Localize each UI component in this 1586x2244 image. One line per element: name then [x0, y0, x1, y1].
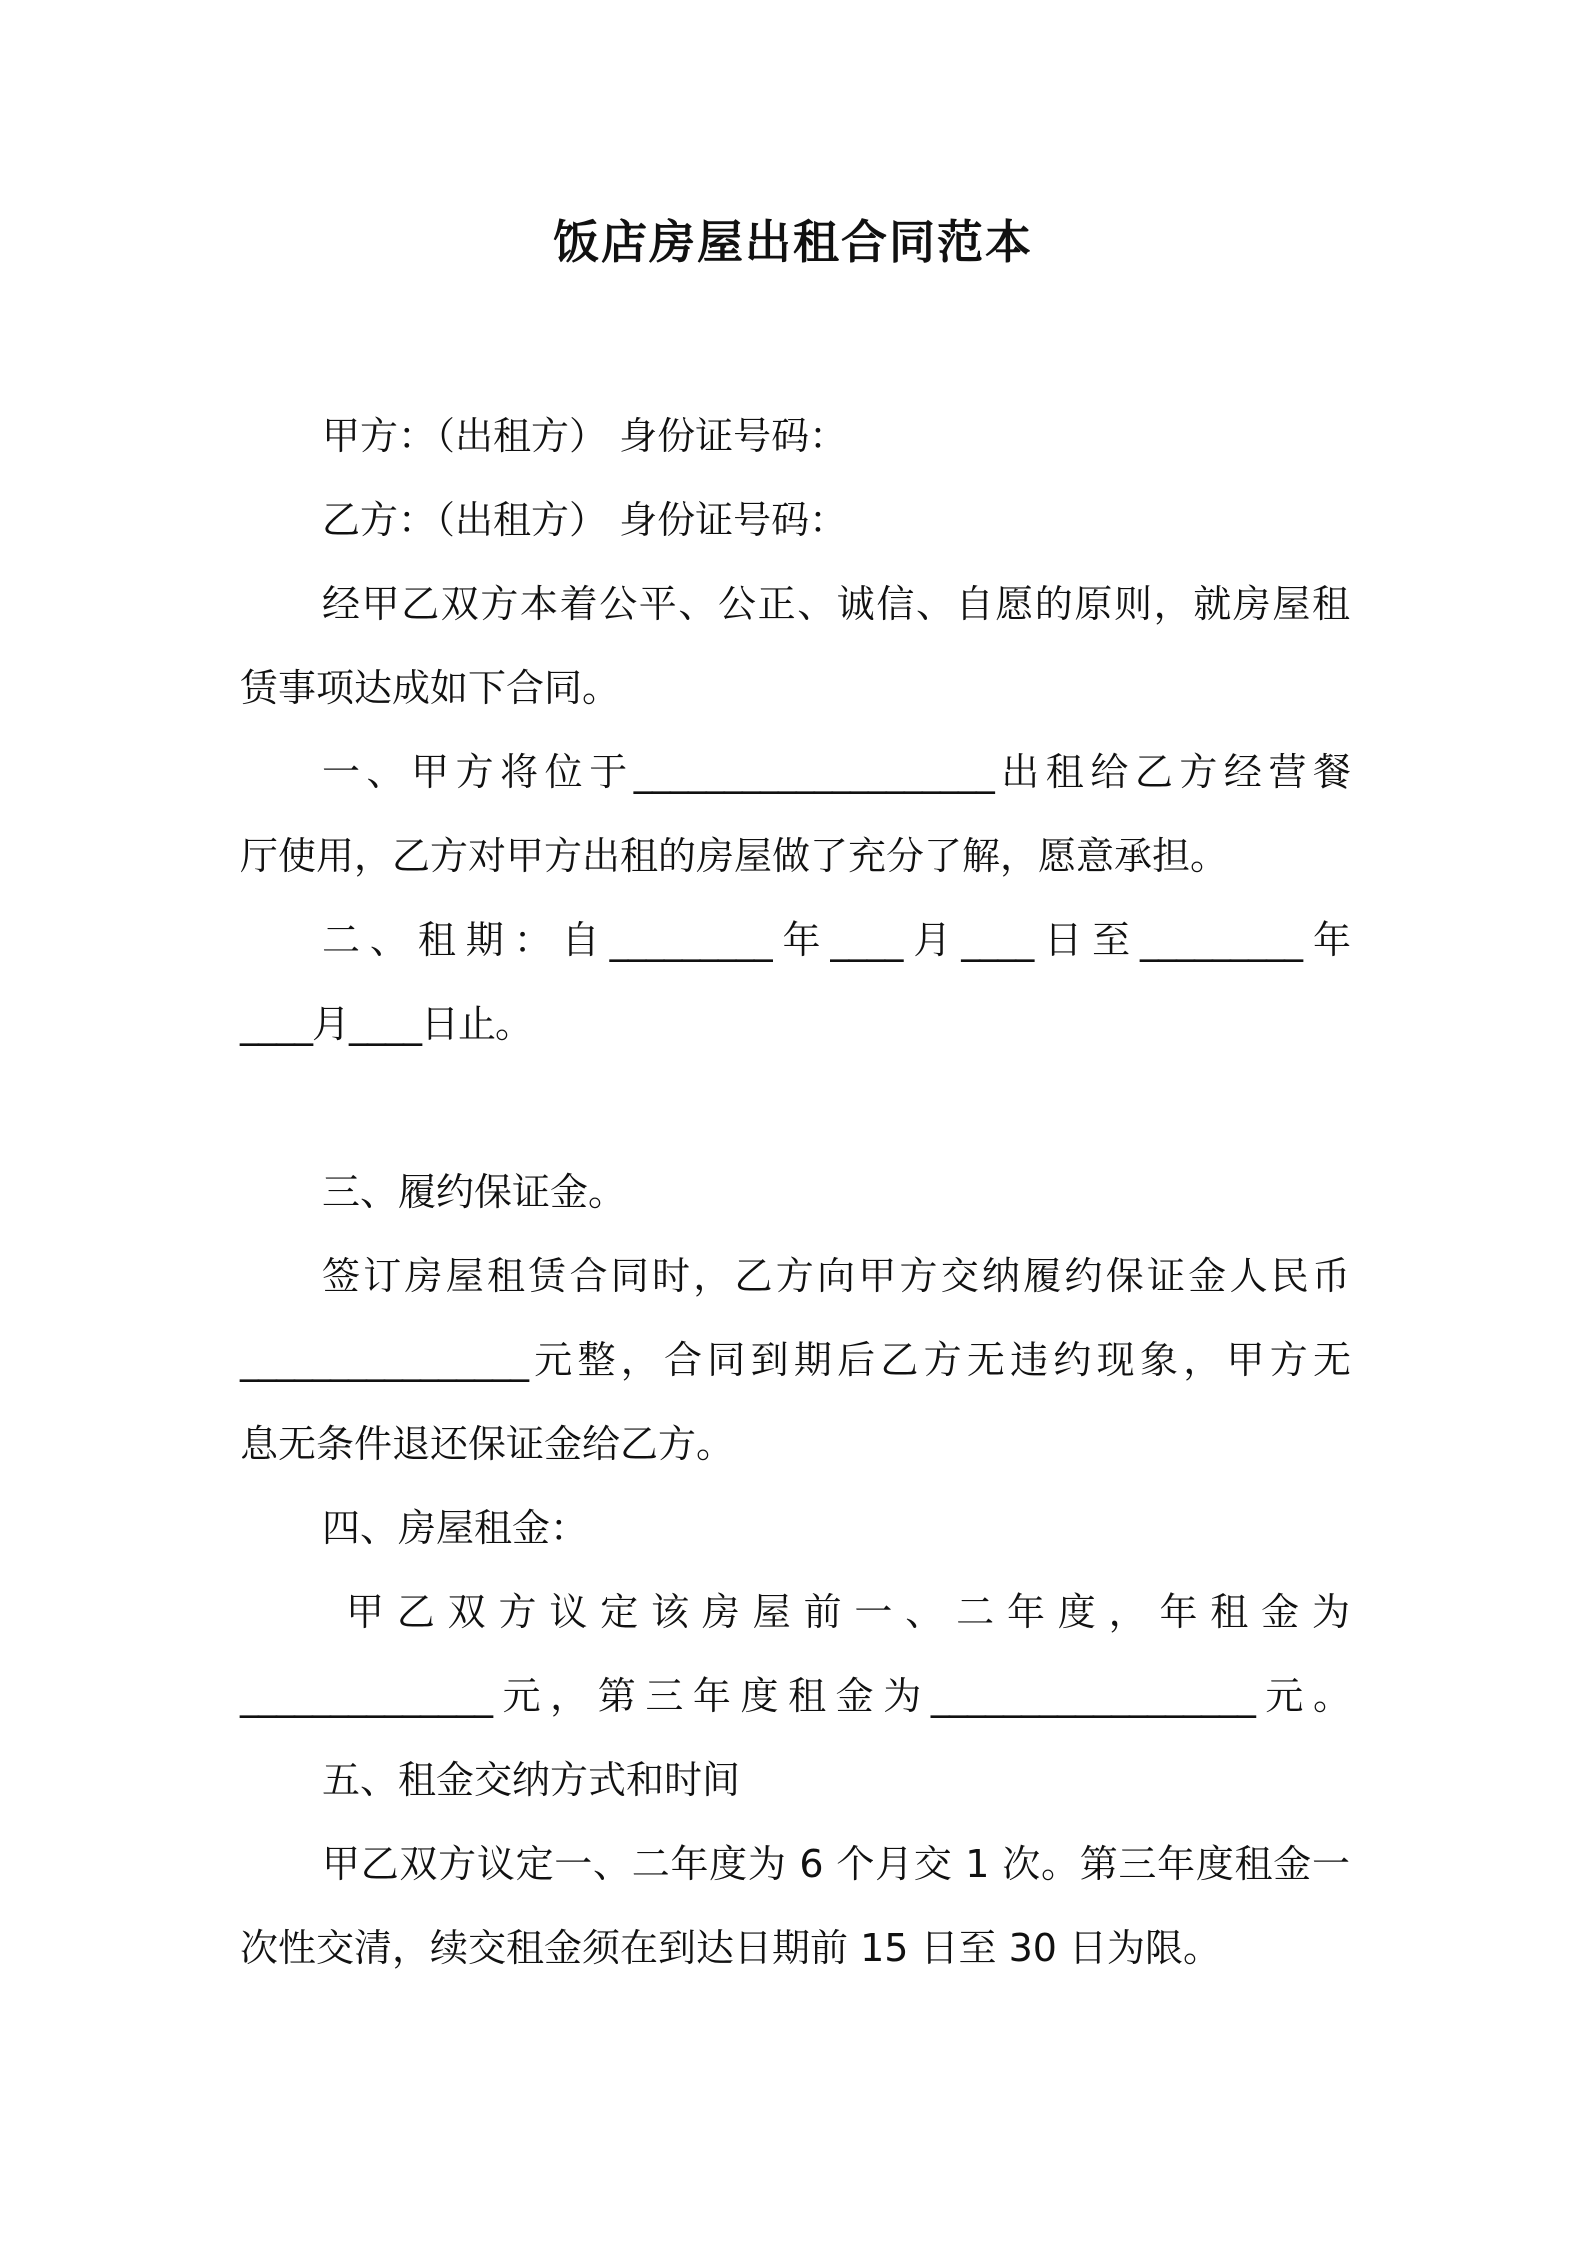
document-title: 饭店房屋出租合同范本: [553, 215, 1033, 269]
clause-5-line-1: 甲乙双方议定一、二年度为 6 个月交 1 次。第三年度租金一: [322, 1842, 1350, 1886]
intro-paragraph-line-1: 经甲乙双方本着公平、公正、诚信、自愿的原则，就房屋租: [322, 582, 1350, 626]
party-b-line: 乙方：（出租方） 身份证号码：: [322, 498, 848, 542]
clause-4-title: 四、房屋租金：: [322, 1506, 589, 1550]
clause-3-line-3: 息无条件退还保证金给乙方。: [240, 1422, 735, 1466]
clause-3-line-1: 签订房屋租赁合同时，乙方向甲方交纳履约保证金人民币: [322, 1254, 1350, 1298]
clause-4-line-2: ______________元，第三年度租金为__________________元。: [240, 1674, 1350, 1718]
clause-1-line-1: 一、甲方将位于____________________出租给乙方经营餐: [322, 750, 1350, 794]
clause-5-line-2: 次性交清，续交租金须在到达日期前 15 日至 30 日为限。: [240, 1926, 1222, 1970]
clause-1-line-2: 厅使用，乙方对甲方出租的房屋做了充分了解，愿意承担。: [240, 834, 1229, 878]
party-a-line: 甲方：（出租方） 身份证号码：: [322, 414, 848, 458]
clause-3-line-2: ________________元整，合同到期后乙方无违约现象，甲方无: [240, 1338, 1350, 1382]
clause-2-line-2: ____月____日止。: [240, 1002, 533, 1046]
clause-5-title: 五、租金交纳方式和时间: [322, 1758, 741, 1802]
intro-paragraph-line-2: 赁事项达成如下合同。: [240, 666, 621, 710]
clause-3-title: 三、履约保证金。: [322, 1170, 627, 1214]
clause-2-line-1: 二、租期：自_________年____月____日至_________年: [322, 918, 1350, 962]
clause-4-line-1: 甲乙双方议定该房屋前一、二年度，年租金为: [346, 1590, 1350, 1634]
